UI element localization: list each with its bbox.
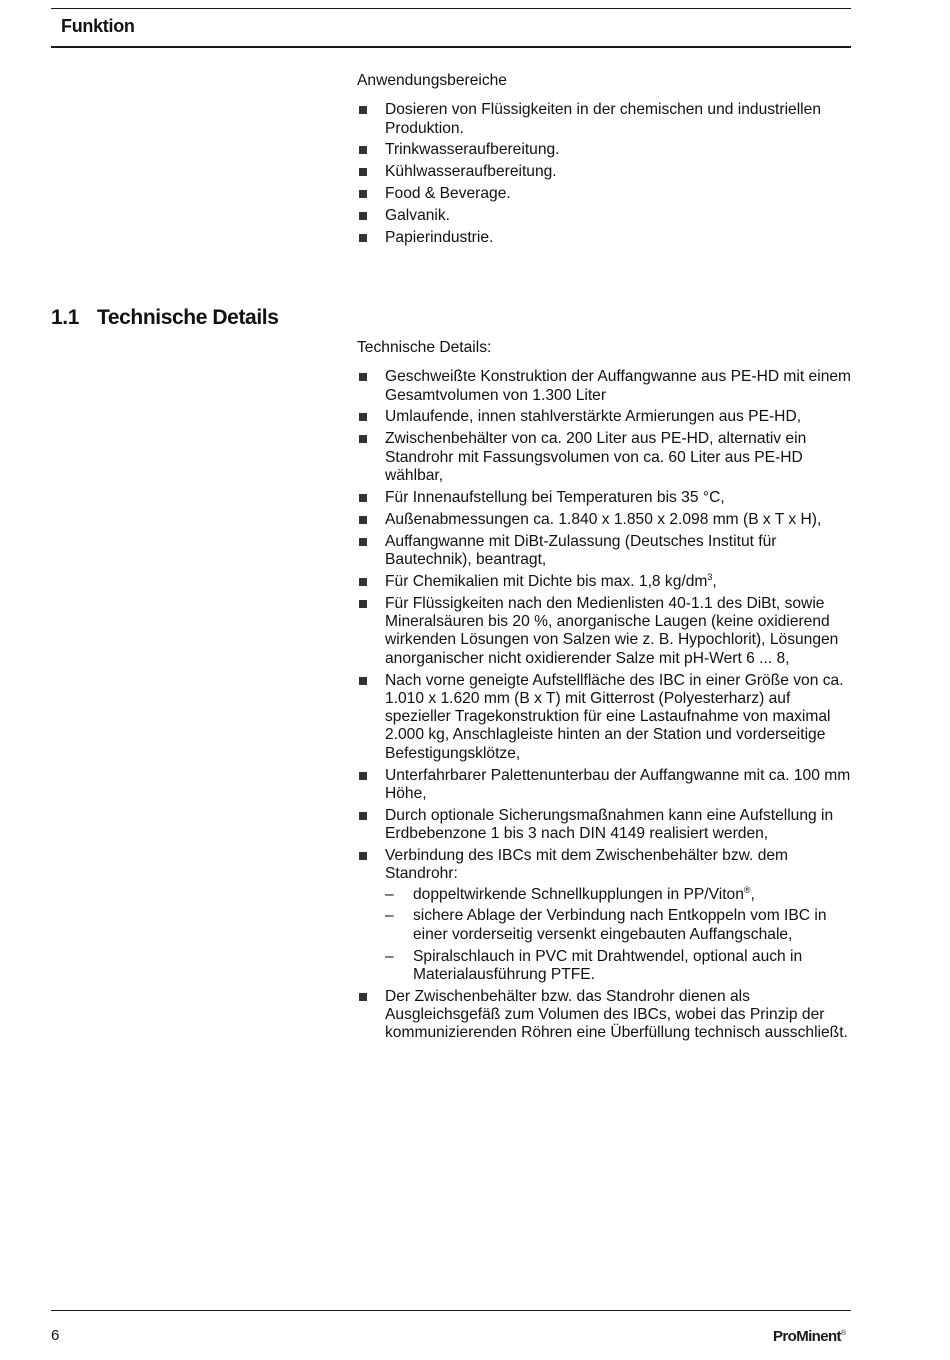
list-item: Der Zwischenbehälter bzw. das Standrohr dienen als Ausgleichsgefäß zum Volumen des IBCs, wobei das Prinzip der kommunizierenden Röhren eine Überfüllung technisch ausschließt. (357, 988, 857, 1043)
list-item: Trinkwasseraufbereitung. (357, 141, 857, 159)
list-item: Papierindustrie. (357, 229, 857, 247)
list-item: Auffangwanne mit DiBt-Zulassung (Deutsches Institut für Bautechnik), beantragt, (357, 533, 857, 570)
list-item: Für Flüssigkeiten nach den Medienlisten 40-1.1 des DiBt, sowie Mineralsäuren bis 20 %, anorganische Laugen (keine oxidierend wirkenden Lösungen von Salzen wie z. B. Hypochlorit), Lösungen anorganischer nicht oxidierender Salze mit pH-Wert 6 ... 8, (357, 595, 857, 668)
connection-sublist (385, 886, 857, 985)
registered-mark: ® (743, 884, 751, 895)
bullet-square-icon (359, 578, 367, 586)
bullet-square-icon (359, 373, 367, 381)
bullet-square-icon (359, 993, 367, 1001)
running-header-title: Funktion (61, 16, 135, 36)
technical-details-block (357, 339, 857, 1046)
bullet-square-icon (359, 212, 367, 220)
bullet-square-icon (359, 772, 367, 780)
list-item: Geschweißte Konstruktion der Auffangwanne aus PE-HD mit einem Gesamtvolumen von 1.300 Liter (357, 368, 857, 405)
dash-marker: – (385, 947, 394, 965)
list-item: Umlaufende, innen stahlverstärkte Armierungen aus PE-HD, (357, 408, 857, 426)
bullet-square-icon (359, 435, 367, 443)
sub-list-item: – doppeltwirkende Schnellkupplungen in PP/Viton®, (385, 884, 755, 903)
bullet-square-icon (359, 413, 367, 421)
list-item: Unterfahrbarer Palettenunterbau der Auffangwanne mit ca. 100 mm Höhe, (357, 767, 857, 804)
list-item: Zwischenbehälter von ca. 200 Liter aus PE-HD, alternativ ein Standrohr mit Fassungsvolumen von ca. 60 Liter aus PE-HD wählbar, (357, 430, 857, 485)
list-item: Galvanik. (357, 207, 857, 225)
bullet-square-icon (359, 494, 367, 502)
applications-list (357, 101, 857, 247)
section-heading (51, 306, 278, 330)
applications-block (357, 72, 857, 251)
list-item: Verbindung des IBCs mit dem Zwischenbehälter bzw. dem Standrohr: – doppeltwirkende Schnellkupplungen in PP/Viton®, – sichere Ablage der Verbindung nach Entkoppeln vom IBC in einer vorderseitig versenkt eingebauten Auffangschale, – Spiralschlauch in PVC mit Drahtwendel, optional auch in Materialausführung PTFE. (357, 847, 857, 984)
technical-details-intro: Technische Details: (357, 339, 492, 356)
header-bottom-rule (51, 46, 851, 48)
bullet-square-icon (359, 600, 367, 608)
density-superscript: 3 (707, 571, 713, 582)
header-top-rule (51, 8, 851, 9)
list-item: Außenabmessungen ca. 1.840 x 1.850 x 2.098 mm (B x T x H), (357, 511, 857, 529)
section-number: 1.1 (51, 306, 79, 329)
bullet-square-icon (359, 516, 367, 524)
section-title: Technische Details (97, 306, 279, 329)
footer-rule (51, 1310, 851, 1311)
list-item: Durch optionale Sicherungsmaßnahmen kann eine Aufstellung in Erdbebenzone 1 bis 3 nach DIN 4149 realisiert werden, (357, 807, 857, 844)
sub-list-item: – Spiralschlauch in PVC mit Drahtwendel, optional auch in Materialausführung PTFE. (385, 947, 803, 983)
bullet-square-icon (359, 677, 367, 685)
bullet-square-icon (359, 146, 367, 154)
applications-intro: Anwendungsbereiche (357, 72, 507, 89)
sub-list-item: – sichere Ablage der Verbindung nach Entkoppeln vom IBC in einer vorderseitig versenkt eingebauten Auffangschale, (385, 907, 827, 943)
bullet-square-icon (359, 168, 367, 176)
page-number: 6 (51, 1327, 60, 1344)
brand-logo: ProMinent® (773, 1328, 846, 1345)
bullet-square-icon (359, 852, 367, 860)
technical-details-list (357, 368, 857, 1042)
bullet-square-icon (359, 812, 367, 820)
list-item: Nach vorne geneigte Aufstellfläche des IBC in einer Größe von ca. 1.010 x 1.620 mm (B x T) mit Gitterrost (Polyesterharz) auf spezieller Tragekonstruktion für eine Lastaufnahme von maximal 2.000 kg, Anschlagleiste hinten an der Station und vorderseitige Befestigungsklötze, (357, 672, 857, 763)
bullet-square-icon (359, 106, 367, 114)
list-item: Für Chemikalien mit Dichte bis max. 1,8 $kg/dm^3$, (357, 573, 857, 591)
bullet-square-icon (359, 234, 367, 242)
bullet-square-icon (359, 190, 367, 198)
list-item: Dosieren von Flüssigkeiten in der chemischen und industriellen Produktion. (357, 101, 857, 138)
bullet-square-icon (359, 538, 367, 546)
list-item: Food & Beverage. (357, 185, 857, 203)
dash-marker: – (385, 885, 394, 903)
dash-marker: – (385, 907, 394, 925)
list-item: Kühlwasseraufbereitung. (357, 163, 857, 181)
list-item: Für Innenaufstellung bei Temperaturen bis 35 °C, (357, 489, 857, 507)
